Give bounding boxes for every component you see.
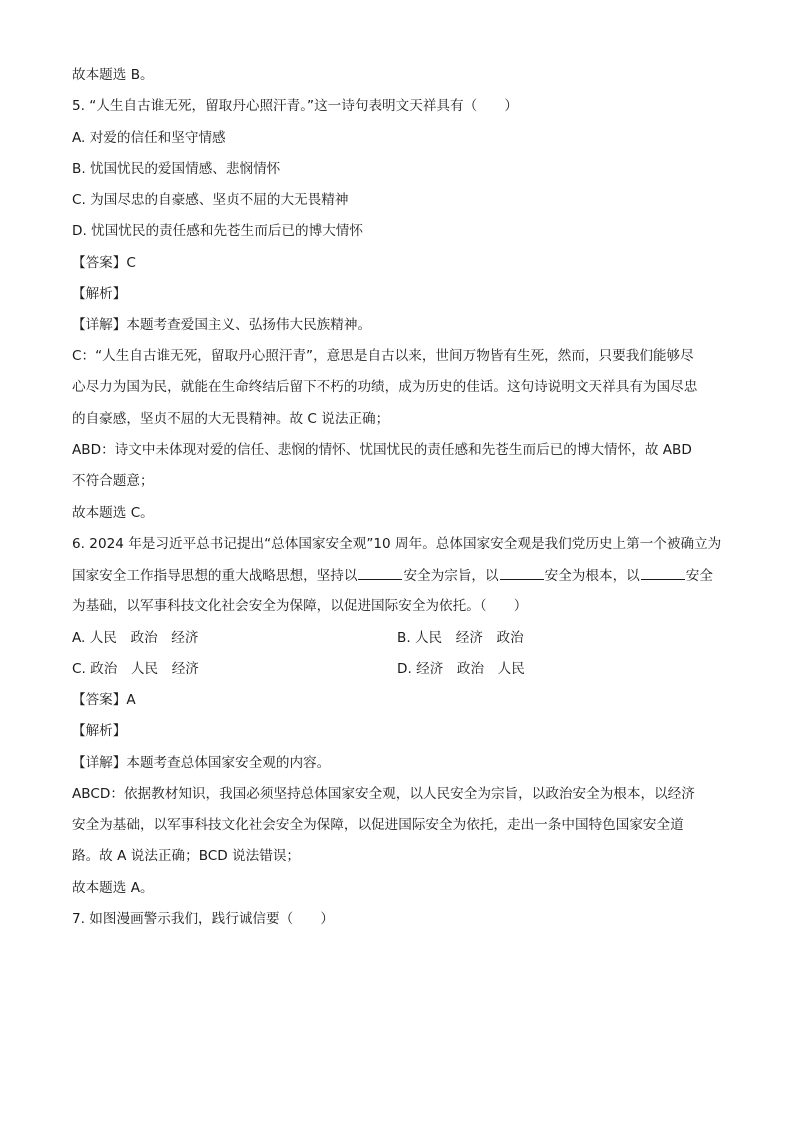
q5-option-d: D. 忧国忧民的责任感和先苍生而后已的博大情怀: [72, 223, 363, 239]
q5-answer: 【答案】C: [72, 255, 136, 271]
q5-option-a: A. 对爱的信任和坚守情感: [72, 130, 226, 146]
q6-stem-text: 安全: [685, 568, 713, 584]
q6-stem-text: 安全为宗旨，以: [403, 568, 499, 584]
q6-option-b: B. 人民 经济 政治: [397, 630, 524, 646]
q5-option-c: C. 为国尽忠的自豪感、坚贞不屈的大无畏精神: [72, 192, 349, 208]
q6-stem-text: 国家安全工作指导思想的重大战略思想，坚持以: [72, 568, 358, 584]
q6-conclusion: 故本题选 A。: [72, 880, 154, 896]
q6-analysis-label: 【解析】: [72, 723, 127, 739]
q6-stem-line3: 为基础，以军事科技文化社会安全为保障，以促进国际安全为依托。（ ）: [72, 598, 528, 614]
q5-detail: 【详解】本题考查爱国主义、弘扬伟大民族精神。: [72, 317, 372, 333]
q6-explain-line: 安全为基础，以军事科技文化社会安全为保障，以促进国际安全为依托，走出一条中国特色国家安全道: [72, 817, 684, 833]
q6-option-c: C. 政治 人民 经济: [72, 661, 199, 677]
q5-explain-line: ABD：诗文中未体现对爱的信任、悲悯的情怀、忧国忧民的责任感和先苍生而后已的博大情怀，故 ABD: [72, 442, 692, 458]
q6-explain-line: ABCD：依据教材知识，我国必须坚持总体国家安全观，以人民安全为宗旨，以政治安全为根本，以经济: [72, 786, 695, 802]
q4-conclusion: 故本题选 B。: [72, 67, 154, 83]
q6-explain-line: 路。故 A 说法正确；BCD 说法错误；: [72, 848, 301, 864]
q5-conclusion: 故本题选 C。: [72, 505, 154, 521]
q6-stem-text: 安全为根本，以: [544, 568, 640, 584]
fill-blank: [358, 566, 402, 580]
q6-stem-line2: [72, 566, 713, 585]
q7-stem: 7. 如图漫画警示我们，践行诚信要（ ）: [72, 911, 334, 927]
q6-option-a: A. 人民 政治 经济: [72, 630, 199, 646]
q5-stem: 5. “人生自古谁无死，留取丹心照汗青。”这一诗句表明文天祥具有（ ）: [72, 98, 518, 114]
q5-analysis-label: 【解析】: [72, 286, 127, 302]
q6-stem-line1: 6. 2024 年是习近平总书记提出“总体国家安全观”10 周年。总体国家安全观是我们党历史上第一个被确立为: [72, 536, 722, 552]
fill-blank: [500, 566, 544, 580]
fill-blank: [641, 566, 685, 580]
q5-explain-line: 的自豪感，坚贞不屈的大无畏精神。故 C 说法正确；: [72, 411, 390, 427]
q6-answer: 【答案】A: [72, 692, 136, 708]
q5-explain-line: 不符合题意；: [72, 473, 154, 489]
q5-option-b: B. 忧国忧民的爱国情感、悲悯情怀: [72, 161, 281, 177]
q6-option-d: D. 经济 政治 人民: [397, 661, 525, 677]
q5-explain-line: C：“人生自古谁无死，留取丹心照汗青”，意思是自古以来，世间万物皆有生死，然而，只要我们能够尽: [72, 348, 694, 364]
q5-explain-line: 心尽力为国为民，就能在生命终结后留下不朽的功绩，成为历史的佳话。这句诗说明文天祥具有为国尽忠: [72, 379, 698, 395]
q6-detail: 【详解】本题考查总体国家安全观的内容。: [72, 755, 331, 771]
